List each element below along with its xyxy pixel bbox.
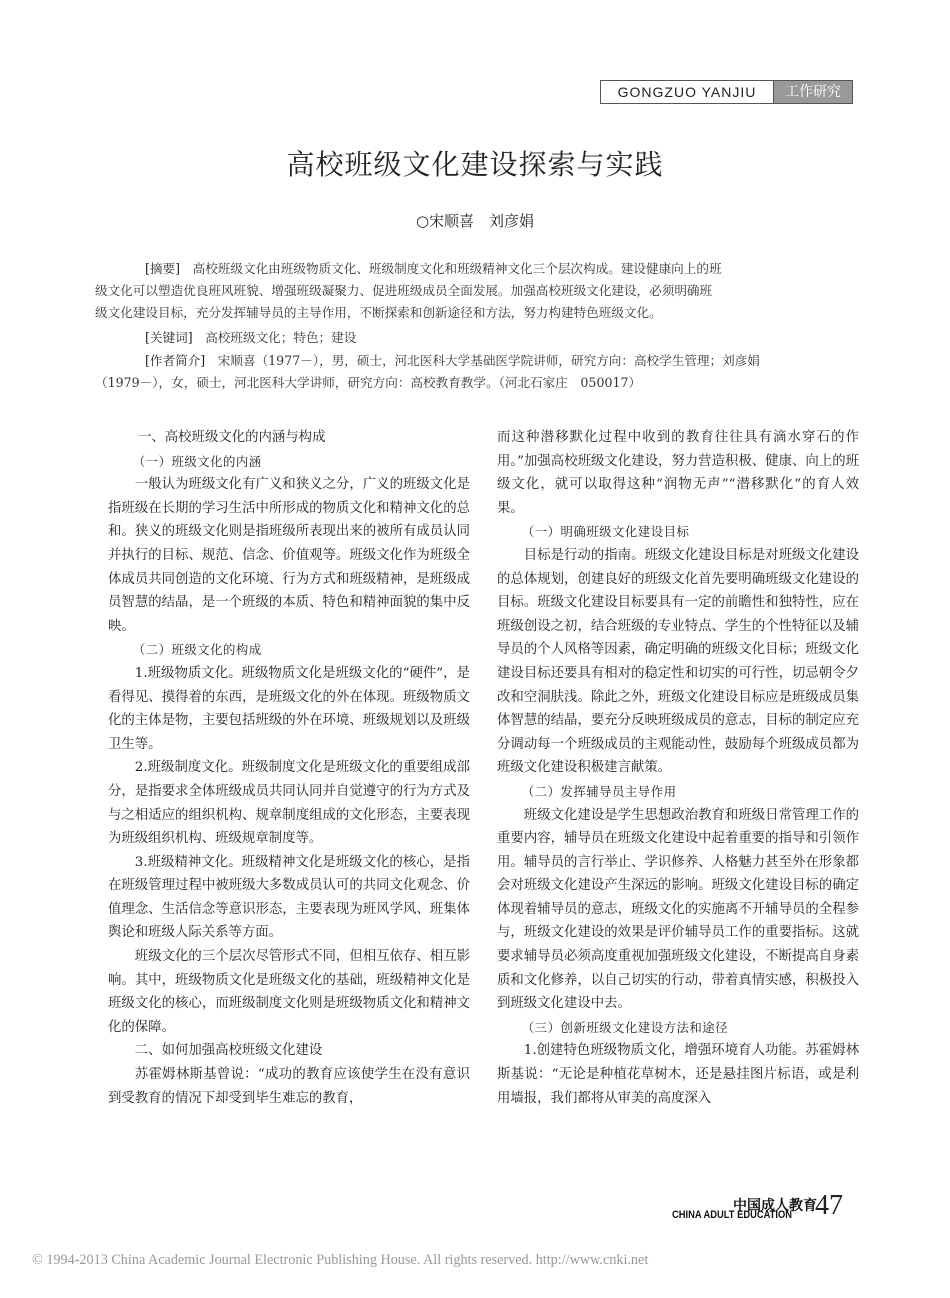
- section-heading-1: 一、高校班级文化的内涵与构成: [138, 430, 326, 445]
- subsection-heading-1-2: （二）班级文化的构成: [132, 642, 262, 658]
- left-column: [108, 426, 470, 1110]
- section-heading-2: 二、如何加强高校班级文化建设: [134, 1043, 323, 1059]
- author-info-block: [95, 350, 855, 394]
- author-info-label: [作者简介]: [145, 353, 206, 368]
- article-authors: ○宋顺喜 刘彦娟: [415, 212, 535, 230]
- section-header-chinese: 工作研究: [774, 81, 852, 103]
- keywords-text: 高校班级文化；特色；建设: [205, 330, 357, 345]
- subsection-heading-2-1: （一）明确班级文化建设目标: [521, 524, 690, 540]
- page-number: 47: [815, 1190, 843, 1221]
- paragraph: 一般认为班级文化有广义和狭义之分，广义的班级文化是指班级在长期的学习生活中所形成的物质文化和精神文化的总和。狭义的班级文化则是指班级所表现出来的被所有成员认同并执行的目标、规范、信念、价值观等。班级文化作为班级全体成员共同创造的文化环境、行为方式和班级精神，是班级成员智慧的结晶，是一个班级的本质、特色和精神面貌的集中反映。: [108, 477, 470, 634]
- paragraph: 2.班级制度文化。班级制度文化是班级文化的重要组成部分，是指要求全体班级成员共同认同并自觉遵守的行为方式及与之相适应的组织机构、规章制度组成的文化形态，主要表现为班级组织机构、班级规章制度等。: [108, 760, 470, 847]
- abstract-line-1: 高校班级文化由班级物质文化、班级制度文化和班级精神文化三个层次构成。建设健康向上的班: [192, 261, 722, 276]
- section-header: [600, 80, 853, 104]
- subsection-heading-2-2: （二）发挥辅导员主导作用: [521, 783, 677, 799]
- paragraph: 目标是行动的指南。班级文化建设目标是对班级文化建设的总体规划，创建良好的班级文化首先要明确班级文化建设的目标。班级文化建设目标要具有一定的前瞻性和独特性，应在班级创设之初，结合班级的专业特点、学生的个性特征以及辅导员的个人风格等因素，确定明确的班级文化目标；班级文化建设目标还要具有相对的稳定性和切实的可行性，切忌朝令夕改和空洞肤浅。除此之外，班级文化建设目标应是班级成员集体智慧的结晶，要充分反映班级成员的意志，目标的制定应充分调动每一个班级成员的主观能动性，鼓励每个班级成员都为班级文化建设积极建言献策。: [497, 547, 859, 776]
- abstract-line-3: 级文化建设目标，充分发挥辅导员的主导作用，不断探索和创新途径和方法，努力构建特色班级文化。: [95, 305, 662, 320]
- paragraph: 3.班级精神文化。班级精神文化是班级文化的核心，是指在班级管理过程中被班级大多数成员认可的共同文化观念、价值理念、生活信念等意识形态，主要表现为班风学风、班集体舆论和班级人际关系等方面。: [108, 854, 470, 941]
- right-column: [497, 426, 859, 1110]
- keywords-label: [关键词]: [145, 330, 193, 345]
- section-header-english: GONGZUO YANJIU: [601, 81, 774, 103]
- paragraph: 而这种潜移默化过程中收到的教育往往具有滴水穿石的作用。”加强高校班级文化建设，努力营造积极、健康、向上的班级文化，就可以取得这种“润物无声”“潜移默化”的育人效果。: [497, 430, 859, 516]
- journal-name-english: CHINA ADULT EDUCATION: [672, 1209, 792, 1221]
- keywords-block: [95, 327, 855, 349]
- paragraph: 班级文化建设是学生思想政治教育和班级日常管理工作的重要内容，辅导员在班级文化建设中起着重要的指导和引领作用。辅导员的言行举止、学识修养、人格魅力甚至外在形象都会对班级文化建设产生深远的影响。班级文化建设目标的确定体现着辅导员的意志，班级文化的实施离不开辅导员的全程参与，班级文化建设的效果是评价辅导员工作的重要指标。这就要求辅导员必须高度重视加强班级文化建设，不断提高自身素质和文化修养，以自己切实的行动，带着真情实感，积极投入到班级文化建设中去。: [497, 807, 859, 1012]
- paragraph: 1.班级物质文化。班级物质文化是班级文化的“硬件”，是看得见、摸得着的东西，是班级文化的外在体现。班级物质文化的主体是物，主要包括班级的外在环境、班级规划以及班级卫生等。: [108, 665, 470, 752]
- paragraph: 苏霍姆林斯基曾说：“成功的教育应该使学生在没有意识到受教育的情况下却受到毕生难忘的教育，: [108, 1067, 470, 1106]
- journal-name-chinese: 中国成人教育: [733, 1198, 817, 1214]
- abstract-label: [摘要]: [145, 261, 181, 276]
- article-title: 高校班级文化建设探索与实践: [286, 148, 664, 181]
- copyright-notice: © 1994-2013 China Academic Journal Electronic Publishing House. All rights reserved. http://www.cnki.net: [32, 1252, 649, 1268]
- abstract-line-2: 级文化可以塑造优良班风班貌、增强班级凝聚力、促进班级成员全面发展。加强高校班级文化建设，必须明确班: [95, 283, 713, 298]
- subsection-heading-1-1: （一）班级文化的内涵: [132, 453, 262, 469]
- abstract-block: [95, 258, 855, 324]
- paragraph: 班级文化的三个层次尽管形式不同，但相互依存、相互影响。其中，班级物质文化是班级文化的基础，班级精神文化是班级文化的核心，而班级制度文化则是班级物质文化和精神文化的保障。: [108, 949, 470, 1035]
- paragraph: 1.创建特色班级物质文化，增强环境育人功能。苏霍姆林斯基说：“无论是种植花草树木，还是悬挂图片标语，或是利用墙报，我们都将从审美的高度深入: [497, 1043, 859, 1106]
- subsection-heading-2-3: （三）创新班级文化建设方法和途径: [521, 1019, 729, 1035]
- author-info-line-2: （1979－），女，硕士，河北医科大学讲师，研究方向：高校教育教学。（河北石家庄 050017）: [95, 375, 642, 390]
- author-info-line-1: 宋顺喜（1977－），男，硕士，河北医科大学基础医学院讲师，研究方向：高校学生管理；刘彦娟: [217, 353, 760, 368]
